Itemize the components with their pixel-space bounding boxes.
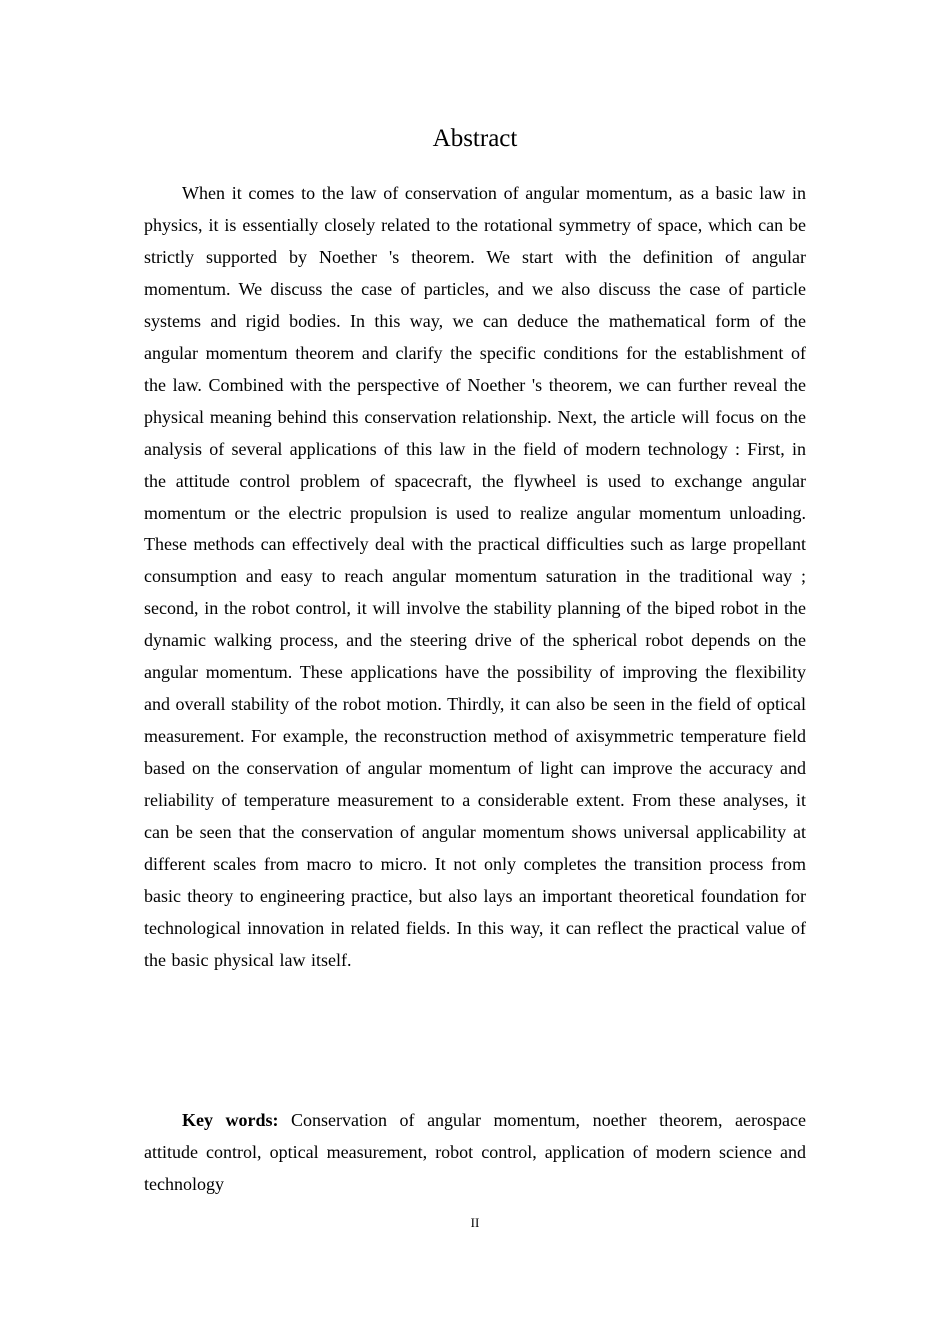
abstract-title: Abstract — [432, 125, 518, 152]
keywords-paragraph — [144, 1104, 806, 1200]
keywords-label: Key words: — [182, 1110, 279, 1130]
page-number: II — [470, 1215, 480, 1230]
keywords-text: Conservation of angular momentum, noether theorem, aerospace attitude control, optical measurement, robot control, application of modern science and technology — [144, 1110, 807, 1194]
abstract-body: When it comes to the law of conservation of angular momentum, as a basic law in physics, it is essentially closely related to the rotational symmetry of space, which can be strictly supported by Noether 's theorem. We start with the definition of angular momentum. We discuss the case of particles, and we also discuss the case of particle systems and rigid bodies. In this way, we can deduce the mathematical form of the angular momentum theorem and clarify the specific conditions for the establishment of the law. Combined with the perspective of Noether 's theorem, we can further reveal the physical meaning behind this conservation relationship. Next, the article will focus on the analysis of several applications of this law in the field of modern technology : First, in the attitude control problem of spacecraft, the flywheel is used to exchange angular momentum or the electric propulsion is used to realize angular momentum unloading. These methods can effectively deal with the practical difficulties such as large propellant consumption and easy to reach angular momentum saturation in the traditional way ; second, in the robot control, it will involve the stability planning of the biped robot in the dynamic walking process, and the steering drive of the spherical robot depends on the angular momentum. These applications have the possibility of improving the flexibility and overall stability of the robot motion. Thirdly, it can also be seen in the field of optical measurement. For example, the reconstruction method of axisymmetric temperature field based on the conservation of angular momentum of light can improve the accuracy and reliability of temperature measurement to a considerable extent. From these analyses, it can be seen that the conservation of angular momentum shows universal applicability at different scales from macro to micro. It not only completes the transition process from basic theory to engineering practice, but also lays an important theoretical foundation for technological innovation in related fields. In this way, it can reflect the practical value of the basic physical law itself. — [144, 183, 806, 970]
